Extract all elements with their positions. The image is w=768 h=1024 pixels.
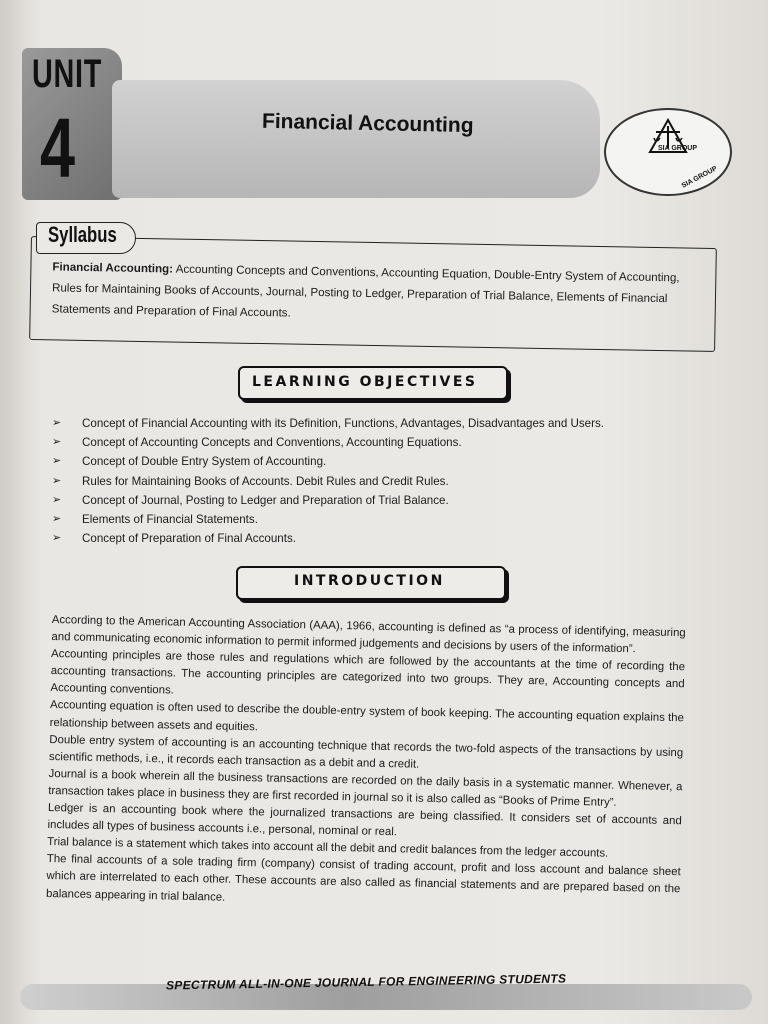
list-item: ➢ Concept of Financial Accounting with its Definition, Functions, Advantages, Disadvantages and Users. [52,414,702,433]
arrow-bullet-icon: ➢ [52,417,62,429]
list-item: ➢ Concept of Journal, Posting to Ledger and Preparation of Trial Balance. [52,491,702,510]
arrow-bullet-icon: ➢ [52,493,62,506]
syllabus-label: Syllabus [48,222,117,247]
paragraph: Accounting equation is often used to describe the double-entry system of book keeping. The accounting equation explains the relationship between assets and equities. [49,699,685,733]
list-item: ➢ Concept of Accounting Concepts and Conventions, Accounting Equations. [52,433,702,452]
learning-objectives-heading: LEARNING OBJECTIVES [252,374,478,390]
paragraph: Journal is a book wherein all the business transactions are recorded on the daily basis in a systematic manner. Whenever, a transaction takes place in business they are first recorded in journal so it is also called as “Books of Prime Entry”. [48,767,683,809]
arrow-bullet-icon: ➢ [52,512,62,525]
paragraph: According to the American Accounting Association (AAA), 1966, accounting is defined as “a process of identifying, measuring and communicating economic information to permit informed judgements and decisions by users of the information”. [51,613,686,656]
arrow-bullet-icon: ➢ [52,436,62,449]
unit-number: 4 [40,101,76,195]
arrow-bullet-icon: ➢ [52,455,62,468]
paragraph: Accounting principles are those rules and regulations which are followed by the accountants at the time of recording the accounting transactions. The accounting principles are categorized into two groups. They are, Accounting concepts and Accounting conventions. [50,648,686,697]
syllabus-body: Accounting Concepts and Conventions, Accounting Equation, Double-Entry System of Accounting, Rules for Maintaining Books of Accounts, Journal, Posting to Ledger, Preparation of Trial Balance, Elements of Financial Statements and Preparation of Final Accounts. [51,262,680,320]
list-item: ➢ Elements of Financial Statements. [52,510,702,529]
learning-objectives-list [52,414,702,548]
seal-text: SIA GROUP [658,145,698,152]
arrow-bullet-icon: ➢ [52,532,62,545]
title-band [112,80,600,198]
list-item: ➢ Concept of Double Entry System of Accounting. [52,452,702,471]
seal-bottom-text: SIA GROUP [680,165,719,190]
paragraph: Double entry system of accounting is an accounting technique that records the two-fold aspects of the transactions by using scientific methods, i.e., it records each transaction as a debit and a credit. [48,733,684,771]
paragraph: The final accounts of a sole trading firm (company) consist of trading account, profit and loss account and balance sheet which are interrelated to each other. These accounts are also called as financial statements and are prepared based on the balances appearing in trial balance. [45,853,681,904]
footer-text: SPECTRUM ALL-IN-ONE JOURNAL FOR ENGINEERING STUDENTS [165,971,567,993]
syllabus-text [51,256,692,330]
unit-label: UNIT [32,52,103,96]
list-item: ➢ Concept of Preparation of Final Accounts. [52,529,702,548]
syllabus-lead: Financial Accounting: [52,260,174,276]
paragraph: Ledger is an accounting book where the journalized transactions are being classified. It considers set of accounts and includes all types of business accounts i.e., personal, nominal or real. [47,801,682,839]
paragraph: Trial balance is a statement which takes into account all the debit and credit balances from the ledger accounts. [47,836,609,860]
introduction-heading: INTRODUCTION [294,573,445,589]
list-item: ➢ Rules for Maintaining Books of Accounts. Debit Rules and Credit Rules. [52,472,702,491]
chapter-title: Financial Accounting [261,109,474,138]
introduction-body [46,612,686,916]
arrow-bullet-icon: ➢ [52,474,62,487]
